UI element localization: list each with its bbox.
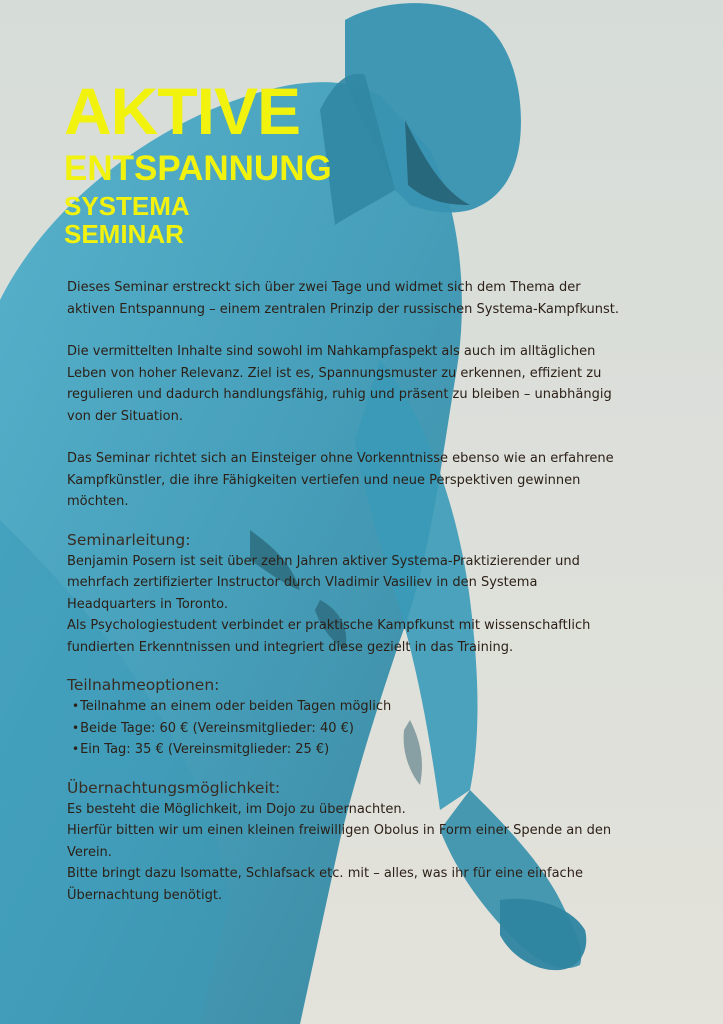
bullet-icon: • [72,742,80,756]
list-item: •Ein Tag: 35 € (Vereinsmitglieder: 25 €) [72,742,330,757]
bullet-icon: • [72,699,80,713]
bullet-icon: • [72,720,80,735]
title-line-2: ENTSPANNUNG [64,149,332,188]
intro-paragraph-3: Das Seminar richtet sich an Einsteiger ohne Vorkenntnisse ebenso wie an erfahrene Kampfkünstler, die ihre Fähigkeiten vertiefen und neue Perspektiven gewinnen möchten. [67,451,614,509]
intro-paragraph-1: Dieses Seminar erstreckt sich über zwei Tage und widmet sich dem Thema der aktiven Entspannung – einem zentralen Prinzip der russischen Systema-Kampfkunst. [67,280,619,317]
leitung-heading: Seminarleitung: [67,530,191,549]
optionen-list [67,696,627,761]
content-body [67,277,627,906]
uebernachtung-line-1: Es besteht die Möglichkeit, im Dojo zu übernachten. [67,801,406,817]
title-block [64,74,332,249]
title-line-3: SYSTEMA [64,191,190,221]
list-item: •Beide Tage: 60 € (Vereinsmitglieder: 40 €) [72,720,354,736]
title-line-1: AKTIVE [64,74,301,148]
uebernachtung-line-2: Hierfür bitten wir um einen kleinen freiwilligen Obolus in Form einer Spende an den Verein. [67,823,612,860]
leitung-line-2: Als Psychologiestudent verbindet er praktische Kampfkunst mit wissenschaftlich fundierten Erkenntnissen und integriert diese gezielt in das Training. [67,618,591,655]
list-item: •Teilnahme an einem oder beiden Tagen möglich [72,699,392,714]
uebernachtung-line-3: Bitte bringt dazu Isomatte, Schlafsack etc. mit – alles, was ihr für eine einfache Übernachtung benötigt. [67,866,583,903]
title-line-4: SEMINAR [64,219,184,249]
optionen-heading: Teilnahmeoptionen: [67,676,220,694]
intro-paragraph-2: Die vermittelten Inhalte sind sowohl im Nahkampfaspekt als auch im alltäglichen Leben von hoher Relevanz. Ziel ist es, Spannungsmuster zu erkennen, effizient zu regulieren und dadurch handlungsfähig, ruhig und präsent zu bleiben – unabhängig von der Situation. [67,344,612,424]
uebernachtung-heading: Übernachtungsmöglichkeit: [67,778,281,797]
leitung-line-1: Benjamin Posern ist seit über zehn Jahren aktiver Systema-Praktizierender und mehrfach zertifizierter Instructor durch Vladimir Vasiliev in den Systema Headquarters in Toronto. [67,553,580,612]
